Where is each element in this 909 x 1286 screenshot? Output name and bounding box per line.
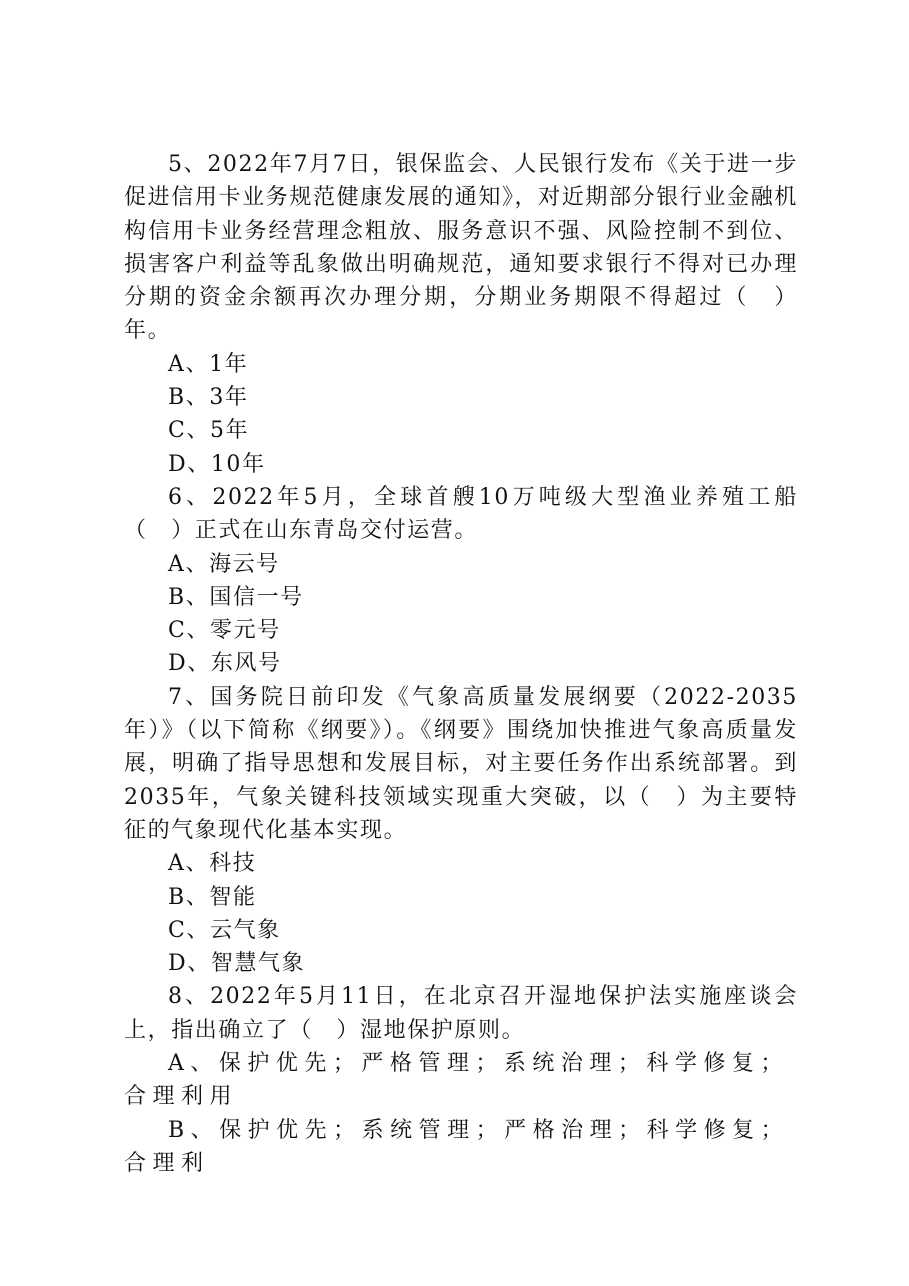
question-7 bbox=[124, 681, 798, 981]
question-stem: 8、2022年5月11日，在北京召开湿地保护法实施座谈会上，指出确立了（ ）湿地保护原则。 bbox=[124, 984, 798, 1043]
question-stem: 5、2022年7月7日，银保监会、人民银行发布《关于进一步促进信用卡业务规范健康发展的通知》，对近期部分银行业金融机构信用卡业务经营理念粗放、服务意识不强、风险控制不到位、损害客户利益等乱象做出明确规范，通知要求银行不得对已办理分期的资金余额再次办理分期，分期业务期限不得超过（ ）年。 bbox=[124, 152, 798, 344]
option-c: C、零元号 bbox=[168, 618, 281, 644]
option-a: A、1年 bbox=[168, 351, 249, 377]
option-c: C、5年 bbox=[168, 418, 250, 444]
question-8 bbox=[124, 980, 798, 1180]
question-5 bbox=[124, 148, 798, 481]
option-b: B、保护优先；系统管理；严格治理；科学修复；合理利 bbox=[124, 1117, 790, 1176]
question-stem: 6、2022年5月，全球首艘10万吨级大型渔业养殖工船（ ）正式在山东青岛交付运营。 bbox=[124, 484, 798, 544]
question-6 bbox=[124, 481, 798, 681]
option-d: D、东风号 bbox=[168, 651, 282, 677]
question-stem: 7、国务院日前印发《气象高质量发展纲要（2022-2035年）》（以下简称《纲要》）。《纲要》围绕加快推进气象高质量发展，明确了指导思想和发展目标，对主要任务作出系统部署。到2035年，气象关键科技领域实现重大突破，以（ ）为主要特征的气象现代化基本实现。 bbox=[124, 684, 798, 843]
option-a: A、保护优先；严格管理；系统治理；科学修复；合理利用 bbox=[124, 1051, 789, 1110]
option-a: A、海云号 bbox=[168, 551, 280, 577]
option-d: D、10年 bbox=[168, 451, 266, 477]
option-c: C、云气象 bbox=[168, 917, 281, 943]
option-b: B、3年 bbox=[168, 385, 249, 411]
option-d: D、智慧气象 bbox=[168, 951, 306, 977]
option-b: B、国信一号 bbox=[168, 584, 304, 610]
document-body bbox=[124, 148, 798, 1180]
option-a: A、科技 bbox=[168, 851, 257, 877]
option-b: B、智能 bbox=[168, 884, 257, 910]
